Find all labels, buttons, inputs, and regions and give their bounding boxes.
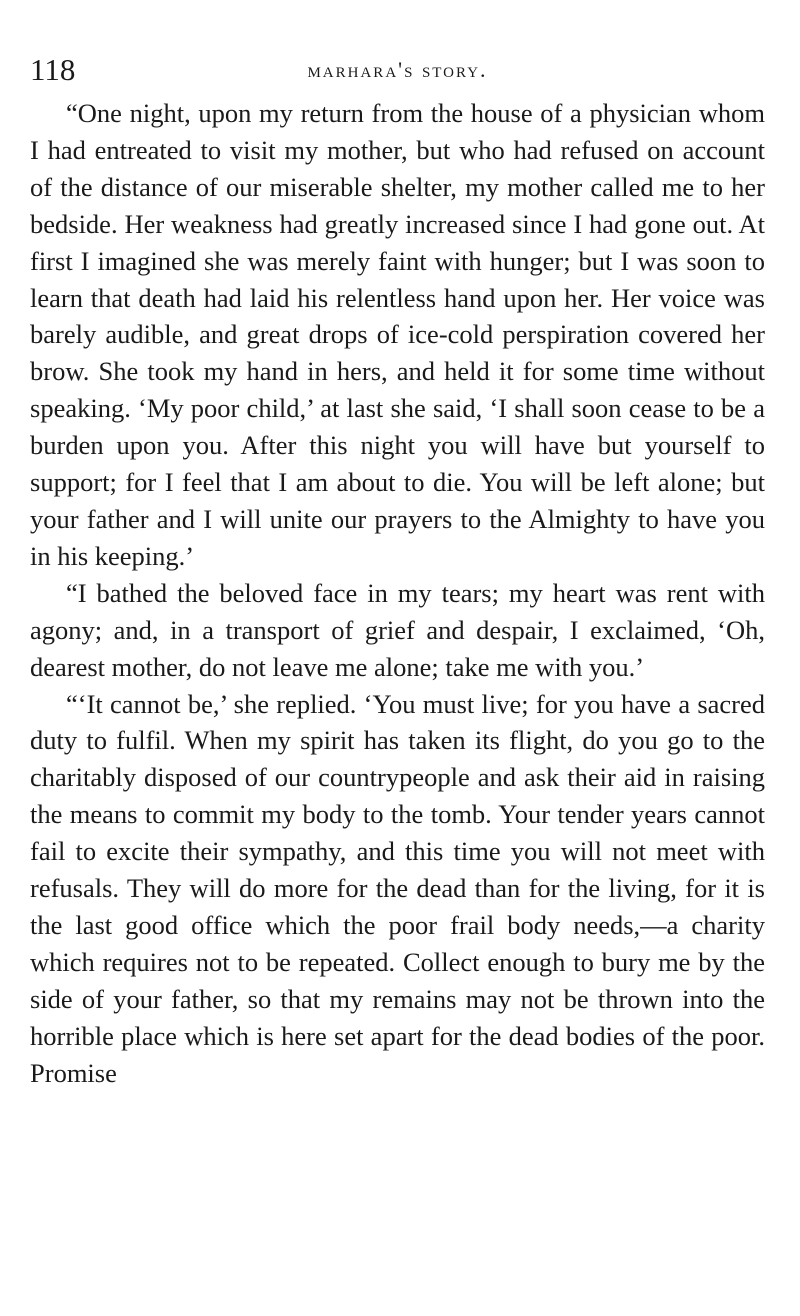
page-number: 118: [30, 52, 76, 87]
paragraph-1: “One night, upon my return from the house of a physician whom I had entreated to visit my mother, but who had refused on account of the distance of our miserable shelter, my mother called me to her bedside. Her weakness had greatly increased since I had gone out. At first I imagined she was merely faint with hunger; but I was soon to learn that death had laid his relentless hand upon her. Her voice was barely audible, and great drops of ice-cold perspiration covered her brow. She took my hand in hers, and held it for some time without speaking. ‘My poor child,’ at last she said, ‘I shall soon cease to be a burden upon you. After this night you will have but yourself to support; for I feel that I am about to die. You will be left alone; but your father and I will unite our prayers to the Almighty to have you in his keeping.’: [30, 98, 765, 571]
paragraph-3: “‘It cannot be,’ she replied. ‘You must live; for you have a sacred duty to fulfil. When my spirit has taken its flight, do you go to the charitably disposed of our countrypeople and ask their aid in raising the means to commit my body to the tomb. Your tender years cannot fail to excite their sympathy, and this time you will not meet with refusals. They will do more for the dead than for the living, for it is the last good office which the poor frail body needs,—a charity which requires not to be repeated. Collect enough to bury me by the side of your father, so that my remains may not be thrown into the horrible place which is here set apart for the dead bodies of the poor. Promise: [30, 688, 765, 1088]
running-head: [30, 50, 765, 90]
body-text: [30, 95, 765, 1091]
running-title: marhara's story.: [307, 57, 488, 82]
paragraph-2: “I bathed the beloved face in my tears; my heart was rent with agony; and, in a transport of grief and despair, I exclaimed, ‘Oh, dearest mother, do not leave me alone; take me with you.’: [30, 577, 765, 682]
